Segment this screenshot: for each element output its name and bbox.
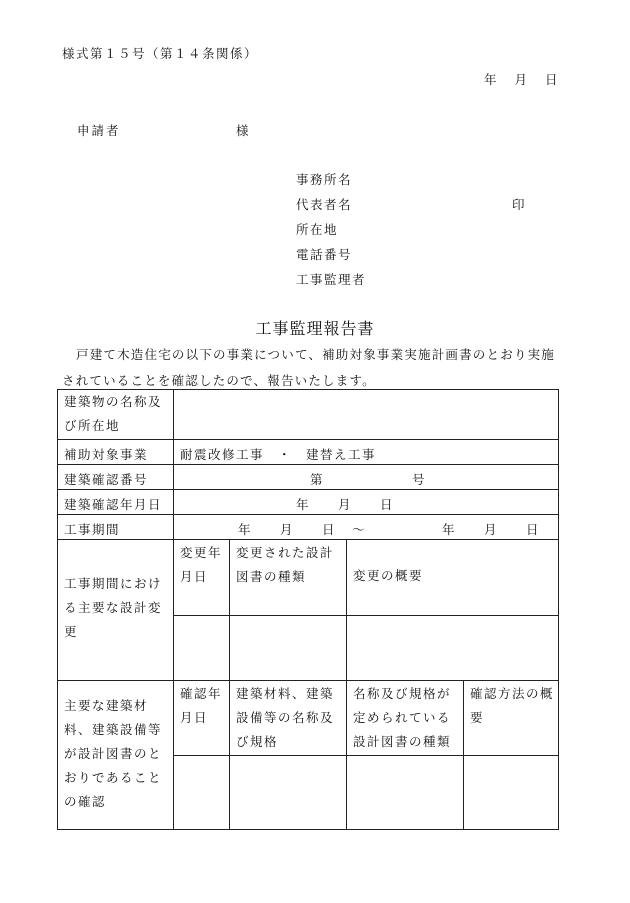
applicant-honorific: 様 bbox=[236, 123, 249, 138]
confirmation-method-header: 確認方法の概要 bbox=[470, 686, 555, 725]
address-label: 所在地 bbox=[296, 222, 339, 237]
construction-period-label: 工事期間 bbox=[64, 522, 121, 537]
table-line bbox=[57, 680, 559, 681]
materials-name-header: 建築材料、建築設備等の名称及び規格 bbox=[236, 686, 335, 749]
confirm-date-value: 年 月 日 bbox=[296, 497, 395, 512]
project-value: 耐震改修工事 ・ 建替え工事 bbox=[180, 447, 377, 462]
confirm-number-go: 号 bbox=[412, 472, 427, 487]
table-line bbox=[57, 489, 559, 490]
table-line bbox=[346, 539, 347, 830]
table-line bbox=[57, 514, 559, 515]
applicant-label: 申請者 bbox=[77, 123, 121, 138]
table-line bbox=[57, 464, 559, 465]
standards-drawings-header: 名称及び規格が定められている設計図書の種類 bbox=[353, 686, 452, 749]
table-line bbox=[229, 539, 230, 830]
table-line bbox=[57, 539, 559, 540]
change-summary-header: 変更の概要 bbox=[353, 568, 424, 583]
design-changes-label: 工事期間における主要な設計変更 bbox=[64, 576, 163, 639]
period-start: 年 月 日 bbox=[238, 522, 337, 537]
table-line bbox=[173, 389, 174, 830]
table-line bbox=[173, 615, 559, 616]
table-line bbox=[57, 389, 58, 830]
project-label: 補助対象事業 bbox=[64, 447, 149, 462]
representative-label: 代表者名 bbox=[296, 197, 353, 212]
period-tilde: ～ bbox=[352, 522, 367, 537]
phone-label: 電話番号 bbox=[296, 247, 353, 262]
confirm-number-label: 建築確認番号 bbox=[64, 472, 149, 487]
materials-confirmation-label: 主要な建築材料、建築設備等が設計図書のとおりであることの確認 bbox=[64, 698, 163, 809]
table-line bbox=[57, 829, 559, 830]
form-number: 様式第１５号（第１４条関係） bbox=[62, 46, 259, 61]
period-end: 年 月 日 bbox=[442, 522, 541, 537]
table-line bbox=[558, 389, 559, 830]
report-title: 工事監理報告書 bbox=[255, 319, 375, 338]
building-name-label: 建築物の名称及び所在地 bbox=[64, 394, 163, 433]
change-date-header: 変更年月日 bbox=[180, 545, 223, 584]
table-line bbox=[57, 439, 559, 440]
table-line bbox=[463, 680, 464, 830]
report-date: 年 月 日 bbox=[484, 72, 558, 87]
intro-text: 戸建て木造住宅の以下の事業について、補助対象事業実施計画書のとおり実施されていることを確認したので、報告いたします。 bbox=[62, 347, 556, 388]
supervisor-label: 工事監理者 bbox=[296, 272, 367, 287]
confirm-date-label: 建築確認年月日 bbox=[64, 497, 163, 512]
table-line bbox=[173, 755, 559, 756]
seal-mark: 印 bbox=[512, 197, 525, 212]
confirm-number-dai: 第 bbox=[310, 472, 325, 487]
office-name-label: 事務所名 bbox=[296, 172, 353, 187]
confirmation-date-header: 確認年月日 bbox=[180, 686, 223, 725]
changed-drawings-header: 変更された設計図書の種類 bbox=[236, 545, 335, 584]
